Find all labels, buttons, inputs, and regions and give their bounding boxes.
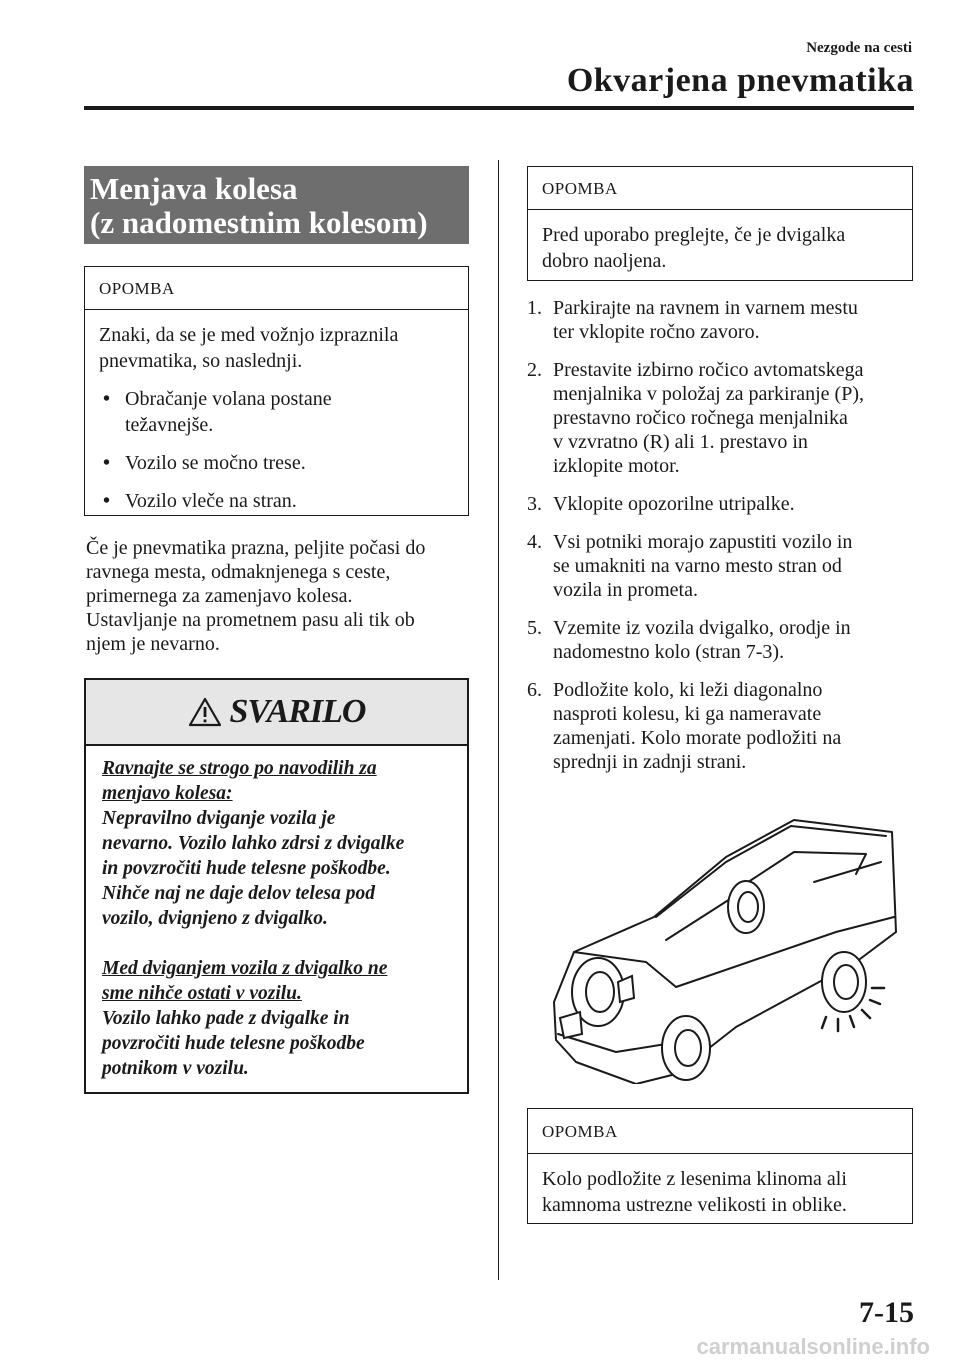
bullet-text: težavnejše. [125,414,214,436]
warning-label: SVARILO [229,693,366,730]
warning-subheading: Med dviganjem vozila z dvigalko ne [102,958,388,979]
step-text: ter vklopite ročno zavoro. [553,321,760,343]
bullet-icon: • [103,452,111,474]
step-text: Podložite kolo, ki leži diagonalno [553,679,823,701]
step-number: 5. [527,617,542,639]
step-number: 1. [527,297,542,319]
paragraph-line: ravnega mesta, odmaknjenega s ceste, [86,561,391,583]
warning-text: nevarno. Vozilo lahko zdrsi z dvigalke [102,833,405,854]
note-heading: OPOMBA [528,167,912,210]
warning-spacer [102,931,451,956]
note-text-line: Znaki, da se je med vožnjo izpraznila [99,324,399,346]
note-box-chocks [527,1108,913,1224]
warning-subheading: sme nihče ostati v vozilu. [102,983,302,1004]
step-text: v vzvratno (R) ali 1. prestavo in [553,431,808,453]
warning-text: Vozilo lahko pade z dvigalke in [102,1008,350,1029]
note-text-line: Kolo podložite z lesenima klinoma ali [542,1168,847,1190]
warning-text: povzročiti hude telesne poškodbe [102,1033,365,1054]
section-banner [84,166,469,244]
note-text-line: Pred uporabo preglejte, če je dvigalka [542,224,846,246]
bullet-icon: • [103,490,111,512]
warning-text: in povzročiti hude telesne poškodbe. [102,858,391,879]
note-text-line: pnevmatika, so naslednji. [99,350,303,372]
step-item [527,530,917,602]
step-text: vozila in prometa. [553,579,698,601]
step-text: nadomestno kolo (stran 7-3). [553,641,785,663]
note-box-jack [527,166,913,281]
warning-header [86,680,467,746]
bullet-text: Obračanje volana postane [125,388,332,410]
note-body [528,1154,912,1226]
step-text: prestavno ročico ročnega menjalnika [553,407,848,429]
step-number: 6. [527,679,542,701]
paragraph-line: Če je pnevmatika prazna, peljite počasi do [86,537,426,559]
header-rule [84,106,914,110]
step-text: Vzemite iz vozila dvigalko, orodje in [553,617,851,639]
step-number: 2. [527,359,542,381]
bullet-item [99,386,454,438]
warning-triangle-icon [188,697,222,727]
warning-text: Nepravilno dviganje vozila je [102,808,336,829]
steps-list [527,296,917,788]
page-number: 7-15 [859,1296,914,1329]
warning-subheading: menjavo kolesa: [102,783,233,804]
step-item [527,616,917,664]
header-section-title: Nezgode na cesti [806,40,912,56]
warning-text: potnikom v vozilu. [102,1058,249,1079]
step-text: nasproti kolesu, ki ga nameravate [553,703,822,725]
step-text: Vklopite opozorilne utripalke. [553,493,795,515]
warning-subheading: Ravnajte se strogo po navodilih za [102,758,377,779]
intro-paragraph [86,536,471,656]
bullet-item [99,450,454,476]
warning-body [86,746,467,1091]
step-text: Vsi potniki morajo zapustiti vozilo in [553,531,853,553]
note-heading: OPOMBA [85,267,468,310]
car-wheel-blocking-illustration [536,812,906,1084]
section-banner-line-1: Menjava kolesa [90,171,298,206]
note-body [528,210,912,282]
bullet-item [99,488,454,514]
step-text: Prestavite izbirno ročico avtomatskega [553,359,864,381]
page-title: Okvarjena pnevmatika [566,62,914,99]
note-box-signs [84,266,469,516]
bullet-text: Vozilo se močno trese. [125,452,306,474]
step-number: 3. [527,493,542,515]
step-text: Parkirajte na ravnem in varnem mestu [553,297,858,319]
paragraph-line: njem je nevarno. [86,633,220,655]
note-text-line: dobro naoljena. [542,250,667,272]
note-body [85,310,468,522]
step-item [527,296,917,344]
step-text: menjalnika v položaj za parkiranje (P), [553,383,864,405]
warning-text: Nihče naj ne daje delov telesa pod [102,883,375,904]
step-number: 4. [527,531,542,553]
watermark-text: carmanualsonline.info [696,1334,930,1359]
note-text-line: kamnoma ustrezne velikosti in oblike. [542,1194,847,1216]
step-text: sprednji in zadnji strani. [553,751,747,773]
paragraph-line: Ustavljanje na prometnem pasu ali tik ob [86,609,415,631]
note-heading: OPOMBA [528,1109,912,1154]
column-divider [498,160,499,1280]
section-banner-line-2: (z nadomestnim kolesom) [90,205,428,240]
paragraph-line: primernega za zamenjavo kolesa. [86,585,353,607]
step-text: izklopite motor. [553,455,680,477]
step-item [527,492,917,516]
warning-box [84,678,469,1094]
step-item [527,678,917,774]
bullet-icon: • [103,388,111,410]
bullet-text: Vozilo vleče na stran. [125,490,297,512]
step-text: se umakniti na varno mesto stran od [553,555,842,577]
step-text: zamenjati. Kolo morate podložiti na [553,727,842,749]
step-item [527,358,917,478]
warning-text: vozilo, dvignjeno z dvigalko. [102,908,328,929]
